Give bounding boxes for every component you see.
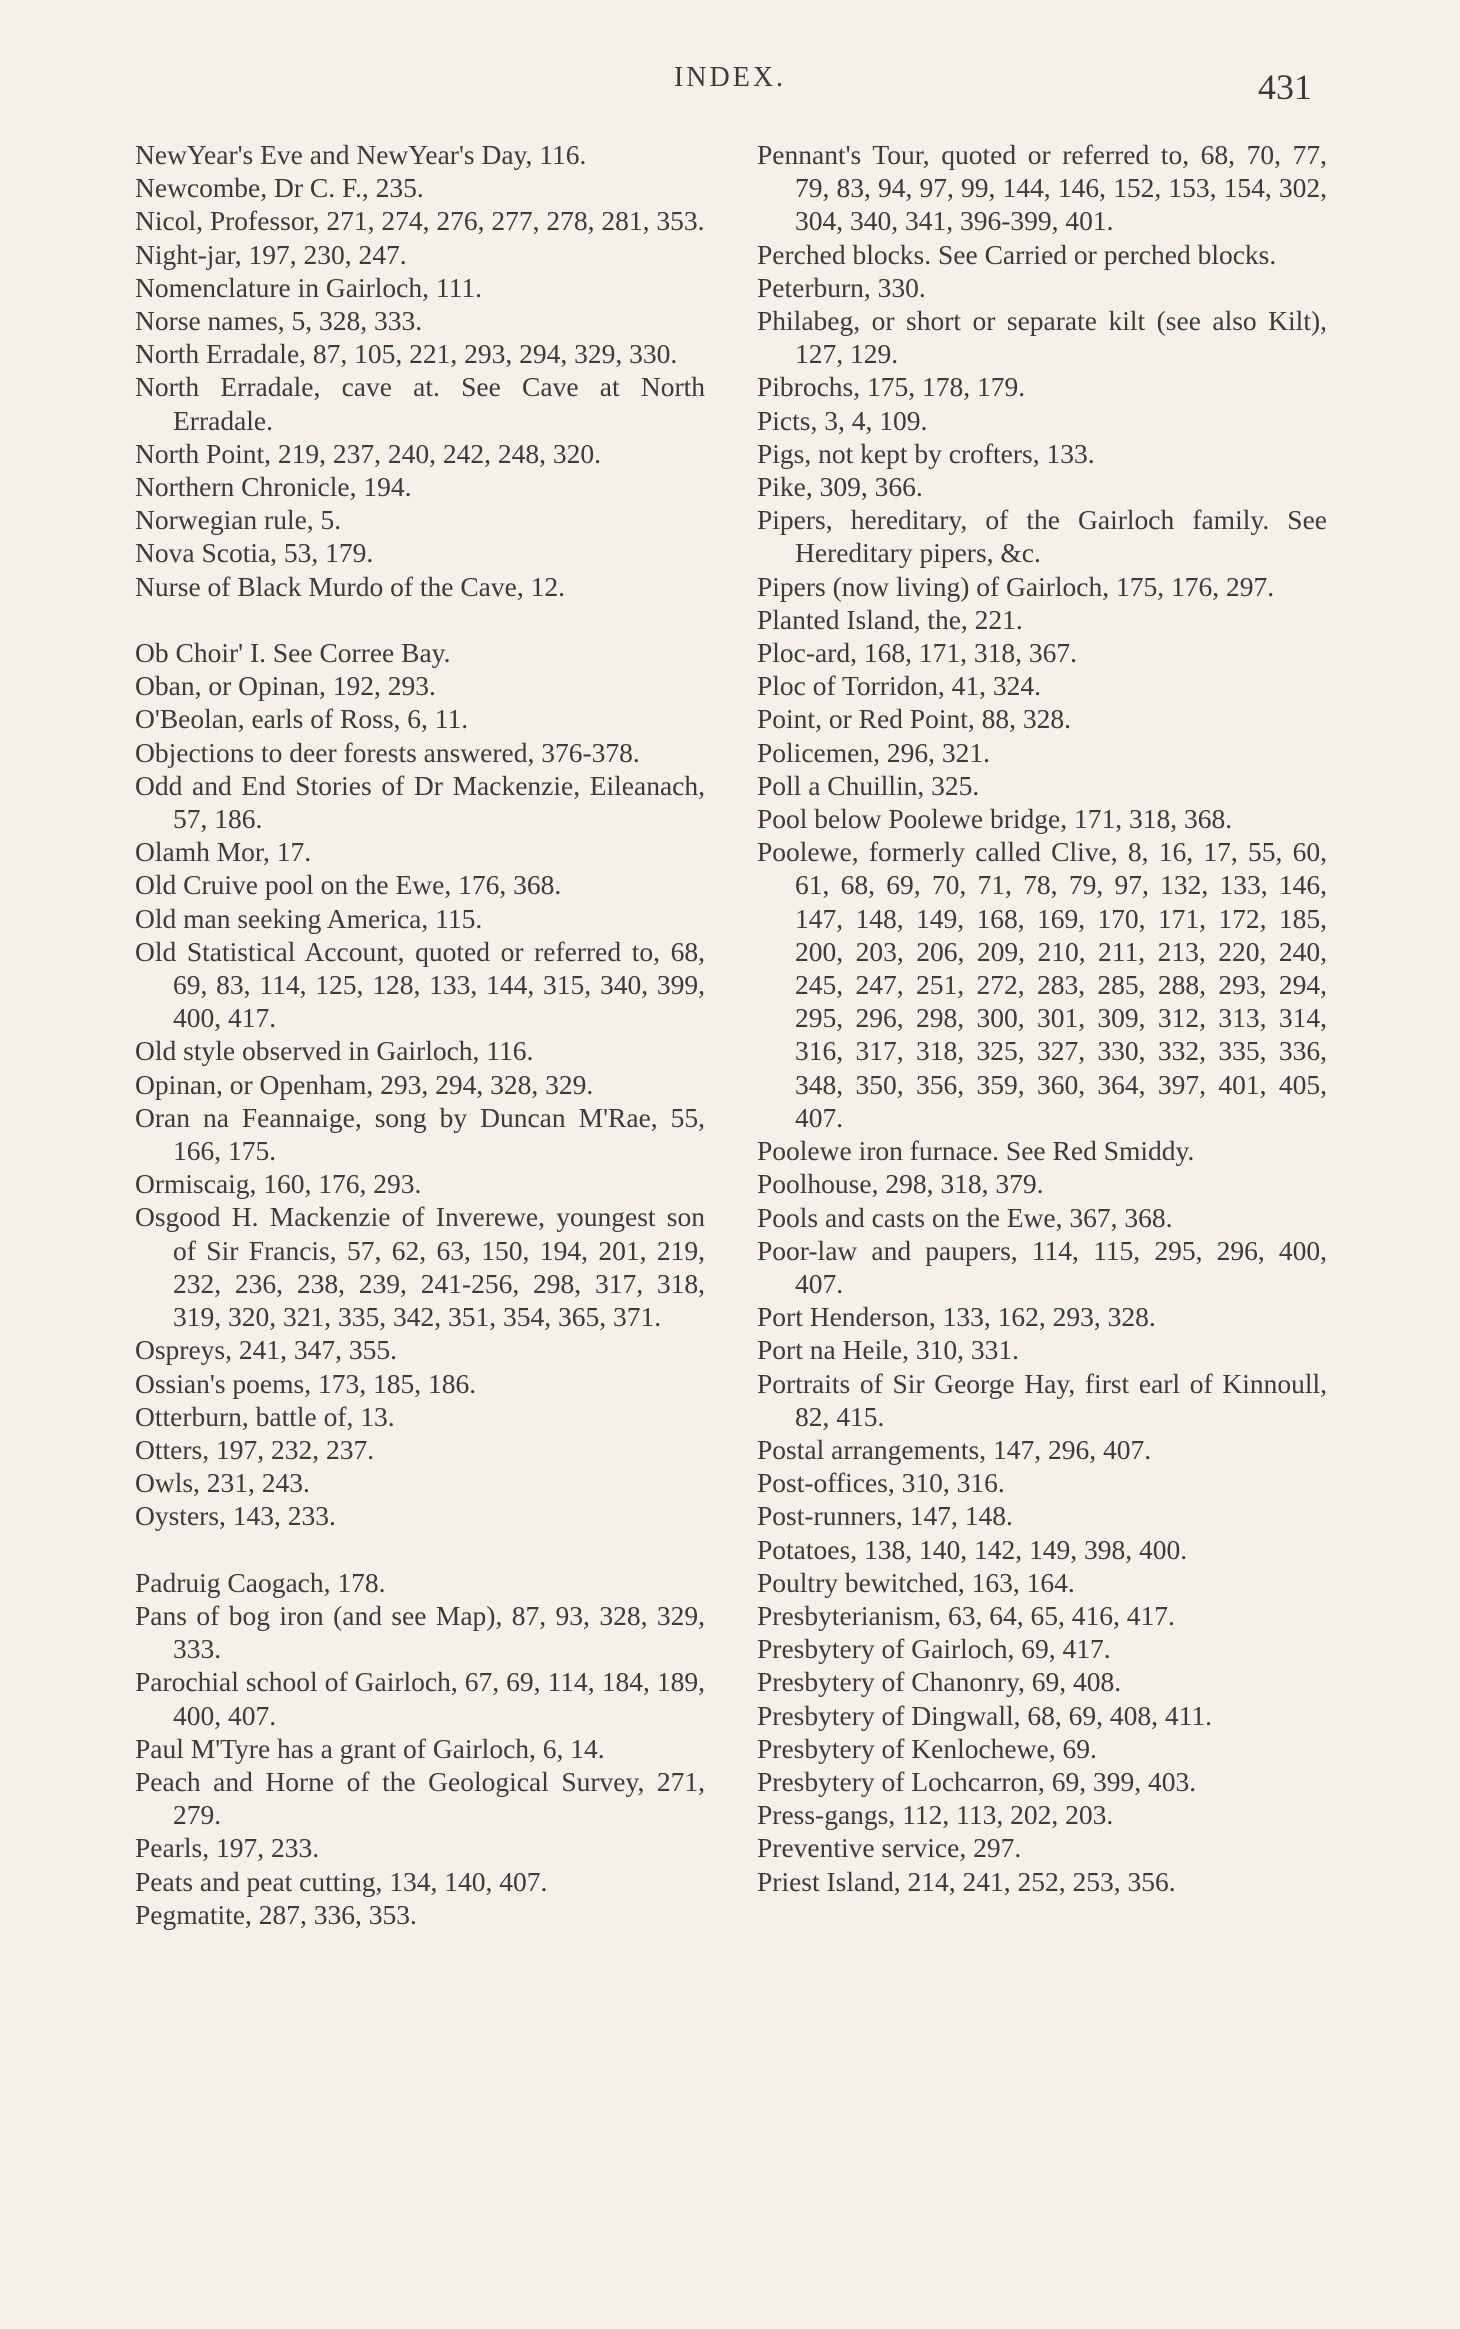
- index-entry: Peats and peat cutting, 134, 140, 407.: [135, 1865, 548, 1897]
- index-entry: Press-gangs, 112, 113, 202, 203.: [757, 1799, 1114, 1831]
- index-entry: Nomenclature in Gairloch, 111.: [135, 271, 482, 303]
- index-entry: Peach and Horne of the Geological Survey, 271, 279.: [135, 1765, 705, 1831]
- index-entry: Paul M'Tyre has a grant of Gairloch, 6, 14.: [135, 1732, 605, 1764]
- index-entry: Presbytery of Gairloch, 69, 417.: [757, 1633, 1111, 1665]
- index-entry: Ploc-ard, 168, 171, 318, 367.: [757, 637, 1078, 669]
- index-entry: Presbytery of Dingwall, 68, 69, 408, 411.: [757, 1699, 1212, 1731]
- index-entry: NewYear's Eve and NewYear's Day, 116.: [135, 139, 587, 170]
- index-entry: Pipers (now living) of Gairloch, 175, 176, 297.: [757, 570, 1275, 602]
- index-entry: Picts, 3, 4, 109.: [757, 404, 928, 436]
- index-entry: Northern Chronicle, 194.: [135, 471, 412, 503]
- index-entry: Presbytery of Lochcarron, 69, 399, 403.: [757, 1765, 1197, 1797]
- index-entry: Peterburn, 330.: [757, 271, 926, 303]
- index-entry: Potatoes, 138, 140, 142, 149, 398, 400.: [757, 1533, 1188, 1565]
- index-column-left: [135, 138, 705, 1931]
- index-entry: Pibrochs, 175, 178, 179.: [757, 371, 1026, 403]
- index-entry: Pegmatite, 287, 336, 353.: [135, 1898, 417, 1930]
- index-entry: Oran na Feannaige, song by Duncan M'Rae, 55, 166, 175.: [135, 1101, 705, 1167]
- index-entry: Poolewe iron furnace. See Red Smiddy.: [757, 1135, 1195, 1167]
- index-entry: Nicol, Professor, 271, 274, 276, 277, 278, 281, 353.: [135, 205, 705, 237]
- index-entry: Pennant's Tour, quoted or referred to, 68, 70, 77, 79, 83, 94, 97, 99, 144, 146, 152, 153, 154, 302, 304, 340, 341, 396-399, 401.: [757, 139, 1327, 237]
- index-entry: Ob Choir' I. See Corree Bay.: [135, 637, 451, 669]
- index-entry: Night-jar, 197, 230, 247.: [135, 238, 407, 270]
- index-entry: Ossian's poems, 173, 185, 186.: [135, 1367, 477, 1399]
- index-entry: Poolhouse, 298, 318, 379.: [757, 1168, 1044, 1200]
- index-entry: Old Cruive pool on the Ewe, 176, 368.: [135, 869, 562, 901]
- index-entry: Pipers, hereditary, of the Gairloch family. See Hereditary pipers, &c.: [757, 504, 1327, 569]
- index-entry: Odd and End Stories of Dr Mackenzie, Eileanach, 57, 186.: [135, 769, 705, 835]
- index-entry: O'Beolan, earls of Ross, 6, 11.: [135, 703, 469, 735]
- index-entry: Norwegian rule, 5.: [135, 504, 342, 536]
- index-entry: North Erradale, 87, 105, 221, 293, 294, 329, 330.: [135, 338, 678, 370]
- index-entry: North Erradale, cave at. See Cave at North Erradale.: [135, 371, 705, 436]
- index-entry: Philabeg, or short or separate kilt (see also Kilt), 127, 129.: [757, 305, 1327, 370]
- page-header: [0, 62, 1460, 107]
- index-entry: Poll a Chuillin, 325.: [757, 769, 980, 801]
- index-entry: Pigs, not kept by crofters, 133.: [757, 437, 1095, 469]
- index-entry: Port Henderson, 133, 162, 293, 328.: [757, 1301, 1156, 1333]
- index-entry: Presbytery of Kenlochewe, 69.: [757, 1732, 1097, 1764]
- index-entry: Perched blocks. See Carried or perched blocks.: [757, 238, 1277, 270]
- index-entry: Olamh Mor, 17.: [135, 836, 312, 868]
- running-head: INDEX.: [673, 62, 787, 93]
- index-entry: Osgood H. Mackenzie of Inverewe, youngest son of Sir Francis, 57, 62, 63, 150, 194, 201, 219, 232, 236, 238, 239, 241-256, 298, 317, 318, 319, 320, 321, 335, 342, 351, 354, 365, 371.: [135, 1201, 705, 1333]
- index-entry: Old style observed in Gairloch, 116.: [135, 1035, 534, 1067]
- index-entry: Nova Scotia, 53, 179.: [135, 537, 374, 569]
- index-entry: Pools and casts on the Ewe, 367, 368.: [757, 1201, 1173, 1233]
- index-entry: Pearls, 197, 233.: [135, 1832, 320, 1864]
- page-number: 431: [1258, 67, 1312, 107]
- index-entry: Norse names, 5, 328, 333.: [135, 305, 423, 337]
- index-entry: Planted Island, the, 221.: [757, 603, 1023, 635]
- index-entry: Old man seeking America, 115.: [135, 902, 483, 934]
- index-entry: Parochial school of Gairloch, 67, 69, 114, 184, 189, 400, 407.: [135, 1666, 705, 1731]
- index-entry: Owls, 231, 243.: [135, 1467, 310, 1499]
- index-entry: Port na Heile, 310, 331.: [757, 1334, 1019, 1366]
- index-entry: Point, or Red Point, 88, 328.: [757, 703, 1071, 735]
- index-entry: Poor-law and paupers, 114, 115, 295, 296, 400, 407.: [757, 1234, 1327, 1299]
- index-entry: Ormiscaig, 160, 176, 293.: [135, 1168, 422, 1200]
- index-column-right: [757, 138, 1327, 1898]
- index-entry: Newcombe, Dr C. F., 235.: [135, 172, 424, 204]
- index-entry: Postal arrangements, 147, 296, 407.: [757, 1433, 1152, 1465]
- index-entry: Policemen, 296, 321.: [757, 736, 990, 768]
- index-entry: Poolewe, formerly called Clive, 8, 16, 17, 55, 60, 61, 68, 69, 70, 71, 78, 79, 97, 132, 133, 146, 147, 148, 149, 168, 169, 170, 171, 172, 185, 200, 203, 206, 209, 210, 211, 213, 220, 240, 245, 247, 251, 272, 283, 285, 288, 293, 294, 295, 296, 298, 300, 301, 309, 312, 313, 314, 316, 317, 318, 325, 327, 330, 332, 335, 336, 348, 350, 356, 359, 360, 364, 397, 401, 405, 407.: [757, 836, 1327, 1133]
- index-entry: North Point, 219, 237, 240, 242, 248, 320.: [135, 437, 601, 469]
- index-entry: Oysters, 143, 233.: [135, 1500, 336, 1532]
- index-entry: Ospreys, 241, 347, 355.: [135, 1334, 398, 1366]
- index-entry: Ploc of Torridon, 41, 324.: [757, 670, 1042, 702]
- index-entry: Portraits of Sir George Hay, first earl of Kinnoull, 82, 415.: [757, 1367, 1327, 1432]
- index-entry: Oban, or Opinan, 192, 293.: [135, 670, 436, 702]
- index-entry: Priest Island, 214, 241, 252, 253, 356.: [757, 1865, 1176, 1897]
- index-entry: Post-offices, 310, 316.: [757, 1467, 1005, 1499]
- index-entry: Pool below Poolewe bridge, 171, 318, 368.: [757, 803, 1233, 835]
- index-entry: Pike, 309, 366.: [757, 471, 923, 503]
- index-entry: Otters, 197, 232, 237.: [135, 1433, 375, 1465]
- index-entry: Pans of bog iron (and see Map), 87, 93, 328, 329, 333.: [135, 1599, 705, 1665]
- index-entry: Presbytery of Chanonry, 69, 408.: [757, 1666, 1122, 1698]
- index-entry: Preventive service, 297.: [757, 1832, 1022, 1864]
- index-entry: Poultry bewitched, 163, 164.: [757, 1566, 1075, 1598]
- index-entry: Otterburn, battle of, 13.: [135, 1400, 395, 1432]
- index-entry: Old Statistical Account, quoted or referred to, 68, 69, 83, 114, 125, 128, 133, 144, 315, 340, 399, 400, 417.: [135, 935, 705, 1034]
- index-entry: Objections to deer forests answered, 376-378.: [135, 736, 640, 768]
- index-entry: Post-runners, 147, 148.: [757, 1500, 1013, 1532]
- index-entry: Presbyterianism, 63, 64, 65, 416, 417.: [757, 1599, 1175, 1631]
- index-entry: Nurse of Black Murdo of the Cave, 12.: [135, 570, 565, 602]
- index-entry: Padruig Caogach, 178.: [135, 1566, 386, 1598]
- index-entry: Opinan, or Openham, 293, 294, 328, 329.: [135, 1068, 594, 1100]
